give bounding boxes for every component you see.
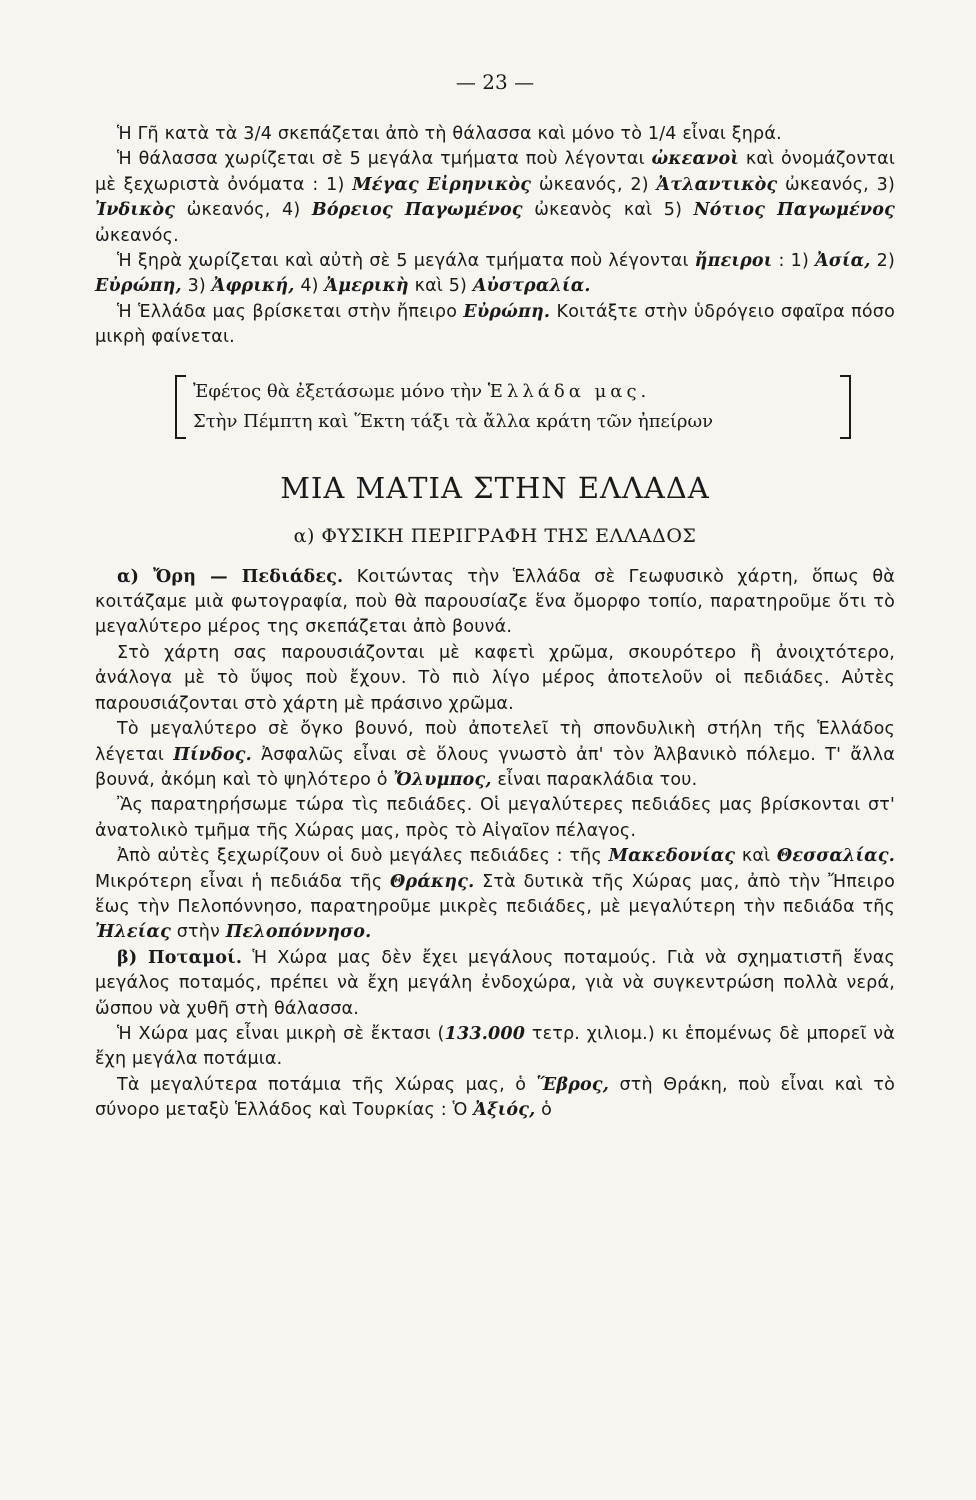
- mountains-paragraph-4: Ἂς παρατηρήσωμε τώρα τὶς πεδιάδες. Οἱ μεγαλύτερες πεδιάδες μας βρίσκονται στ' ἀνατολικὸ τμῆμα τῆς Χώρας μας, πρὸς τὸ Αἰγαῖον πέλαγος.: [95, 795, 895, 841]
- page: [95, 70, 895, 1124]
- mountains-paragraph-1: α) Ὄρη — Πεδιάδες. Κοιτώντας τὴν Ἑλλάδα σὲ Γεωφυσικὸ χάρτη, ὅπως θὰ κοιτάζαμε μιὰ φωτογραφία, ποὺ θὰ παρουσίαζε ἕνα ὄμορφο τοπίο, παρατηροῦμε ὅτι τὸ μεγαλύτερο μέρος της σκεπάζεται ἀπὸ βουνά.: [95, 566, 895, 638]
- note-line-2: Στὴν Πέμπτη καὶ Ἕκτη τάξι τὰ ἄλλα κράτη τῶν ἠπείρων: [193, 410, 714, 432]
- rivers-paragraph-3: Τὰ μεγαλύτερα ποτάμια τῆς Χώρας μας, ὁ Ἕβρος, στὴ Θράκη, ποὺ εἶναι καὶ τὸ σύνορο μεταξὺ Ἑλλάδος καὶ Τουρκίας : Ὁ Ἀξιός, ὁ: [95, 1074, 895, 1121]
- note-line-1: Ἐφέτος θὰ ἐξετάσωμε μόνο τὴν Ἑλλάδα μας.: [193, 380, 651, 402]
- bracketed-note: [175, 373, 851, 441]
- section-subtitle: α) ΦΥΣΙΚΗ ΠΕΡΙΓΡΑΦΗ ΤΗΣ ΕΛΛΑΔΟΣ: [293, 524, 697, 547]
- mountains-paragraph-2: Στὸ χάρτη σας παρουσιάζονται μὲ καφετὶ χρῶμα, σκουρότερο ἢ ἀνοιχτότερο, ἀνάλογα μὲ τὸ ὕψος ποὺ ἔχουν. Τὸ πιὸ λίγο μέρος ἀποτελοῦν οἱ πεδιάδες. Αὐτὲς παρουσιάζονται στὸ χάρτη μὲ πράσινο χρῶμα.: [95, 642, 895, 714]
- intro-paragraph-4: Ἡ Ἑλλάδα μας βρίσκεται στὴν ἤπειρο Εὐρώπη. Κοιτάξτε στὴν ὑδρόγειο σφαῖρα πόσο μικρὴ φαίνεται.: [95, 301, 895, 348]
- intro-paragraph-1: Ἡ Γῆ κατὰ τὰ 3/4 σκεπάζεται ἀπὸ τὴ θάλασσα καὶ μόνο τὸ 1/4 εἶναι ξηρά.: [117, 124, 782, 144]
- intro-paragraph-3: Ἡ ξηρὰ χωρίζεται καὶ αὐτὴ σὲ 5 μεγάλα τμήματα ποὺ λέγονται ἤπειροι : 1) Ἀσία, 2) Εὐρώπη, 3) Ἀφρική, 4) Ἀμερικὴ καὶ 5) Αὐστραλία.: [95, 251, 896, 297]
- mountains-paragraph-3: Τὸ μεγαλύτερο σὲ ὄγκο βουνό, ποὺ ἀποτελεῖ τὴ σπονδυλικὴ στήλη τῆς Ἑλλάδος λέγεται Πίνδος. Ἀσφαλῶς εἶναι σὲ ὅλους γνωστὸ ἀπ' τὸν Ἀλβανικὸ πόλεμο. Τ' ἄλλα βουνά, ἀκόμη καὶ τὸ ψηλότερο ὁ Ὄλυμπος, εἶναι παρακλάδια του.: [95, 719, 895, 790]
- intro-paragraph-2: Ἡ θάλασσα χωρίζεται σὲ 5 μεγάλα τμήματα ποὺ λέγονται ὠκεανοὶ καὶ ὀνομάζονται μὲ ξεχωριστὰ ὀνόματα : 1) Μέγας Εἰρηνικὸς ὠκεανός, 2) Ἀτλαντικὸς ὠκεανός, 3) Ἰνδικὸς ὠκεανός, 4) Βόρειος Παγωμένος ὠκεανὸς καὶ 5) Νότιος Παγωμένος ὠκεανός.: [95, 149, 896, 246]
- rivers-paragraph-2: Ἡ Χώρα μας εἶναι μικρὴ σὲ ἔκτασι (133.000 τετρ. χιλιομ.) κι ἑπομένως δὲ μπορεῖ νὰ ἔχη μεγάλα ποτάμια.: [95, 1023, 895, 1070]
- rivers-paragraph-1: β) Ποταμοί. Ἡ Χώρα μας δὲν ἔχει μεγάλους ποταμούς. Γιὰ νὰ σχηματιστῆ ἕνας μεγάλος ποταμός, πρέπει νὰ ἔχη μεγάλη ἐνδοχώρα, γιὰ νὰ συγκεντρώση πολλὰ νερά, ὥσπου νὰ χυθῆ στὴ θάλασσα.: [95, 947, 895, 1019]
- page-number: — 23 —: [455, 70, 535, 94]
- mountains-paragraph-5: Ἀπὸ αὐτὲς ξεχωρίζουν οἱ δυὸ μεγάλες πεδιάδες : τῆς Μακεδονίας καὶ Θεσσαλίας. Μικρότερη εἶναι ἡ πεδιάδα τῆς Θράκης. Στὰ δυτικὰ τῆς Χώρας μας, ἀπὸ τὴν Ἤπειρο ἕως τὴν Πελοπόννησο, παρατηροῦμε μικρὲς πεδιάδες, μὲ μεγαλύτερη τὴν πεδιάδα τῆς Ἠλείας στὴν Πελοπόννησο.: [95, 846, 896, 943]
- chapter-title: ΜΙΑ ΜΑΤΙΑ ΣΤΗΝ ΕΛΛΑΔΑ: [280, 470, 710, 505]
